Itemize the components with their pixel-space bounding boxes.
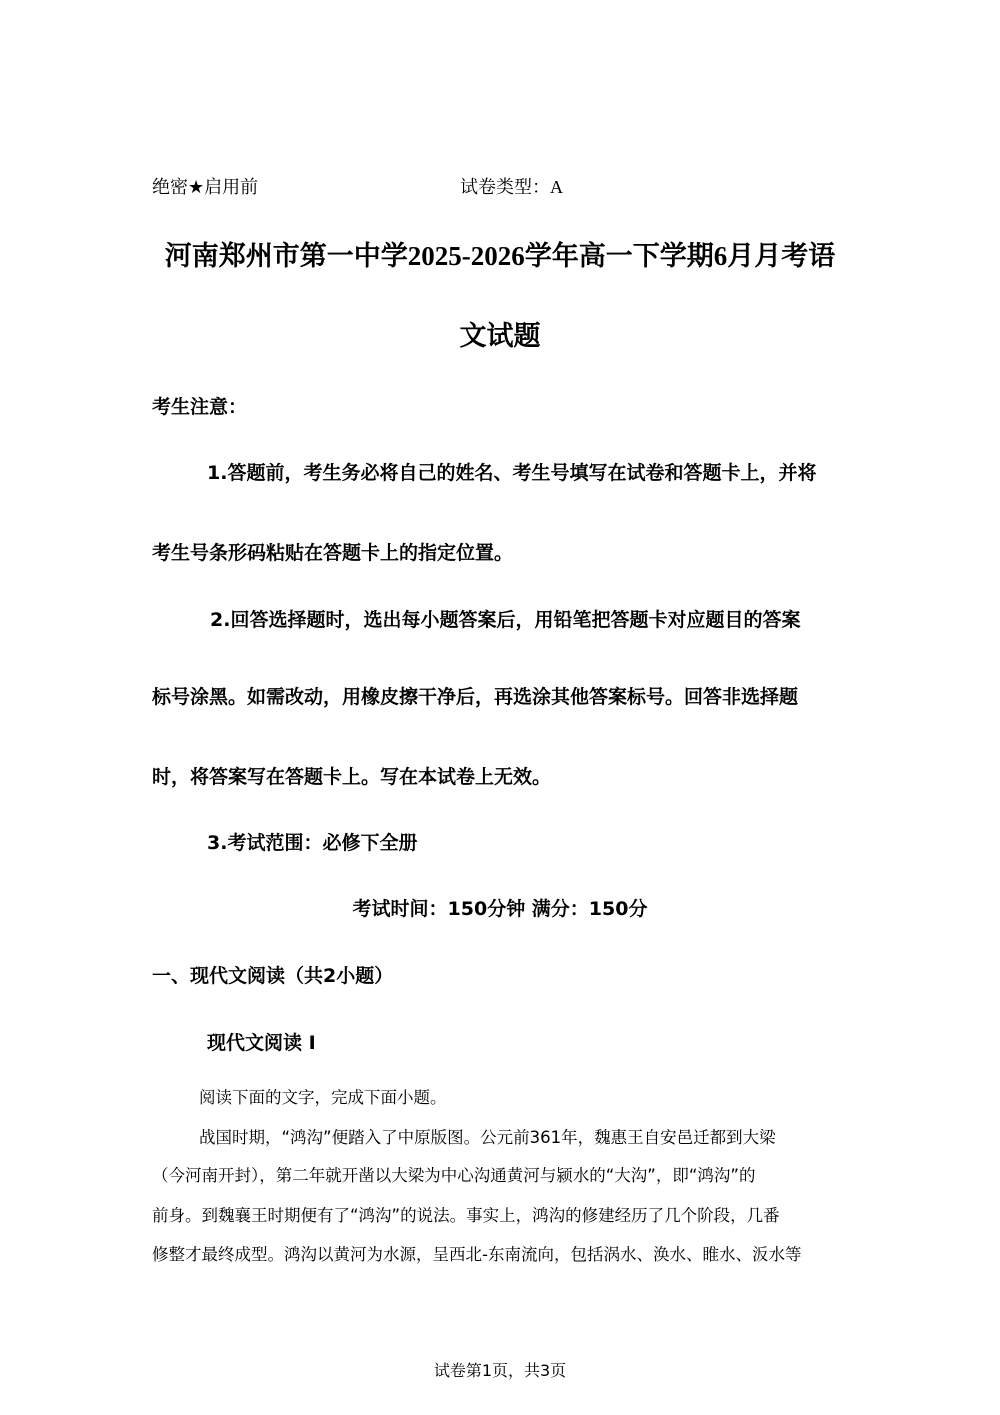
- page-title-line-1: 河南郑州市第一中学2025-2026学年高一下学期6月月考语: [164, 241, 836, 271]
- exam-time-score: 考试时间：150分钟 满分：150分: [352, 898, 648, 920]
- notice-item-3: 3.考试范围：必修下全册: [207, 832, 418, 854]
- reading-subheading: 现代文阅读 I: [207, 1032, 316, 1054]
- notice-item-1-line-2: 考生号条形码粘贴在答题卡上的指定位置。: [152, 542, 514, 564]
- notice-item-1-line-1: 1.答题前，考生务必将自己的姓名、考生号填写在试卷和答题卡上，并将: [207, 462, 817, 484]
- passage-line-4: 修整才最终成型。鸿沟以黄河为水源，呈西北-东南流向，包括涡水、涣水、睢水、汳水等: [152, 1245, 802, 1264]
- page-title-line-2: 文试题: [459, 321, 541, 351]
- passage-line-3: 前身。到魏襄王时期便有了“鸿沟”的说法。事实上，鸿沟的修建经历了几个阶段，几番: [152, 1206, 780, 1225]
- page-footer: 试卷第1页，共3页: [433, 1361, 567, 1380]
- secret-label: 绝密★启用前: [152, 177, 259, 198]
- passage-line-1: 战国时期，“鸿沟”便踏入了中原版图。公元前361年，魏惠王自安邑迁都到大梁: [199, 1128, 776, 1147]
- reading-instruction: 阅读下面的文字，完成下面小题。: [199, 1088, 447, 1107]
- paper-type-label: 试卷类型：: [460, 177, 550, 198]
- paper-type-value: A: [550, 177, 563, 197]
- notice-item-2-line-1: 2.回答选择题时，选出每小题答案后，用铅笔把答题卡对应题目的答案: [210, 609, 801, 631]
- notice-heading: 考生注意：: [152, 396, 248, 418]
- paper-type: [460, 173, 563, 199]
- notice-item-2-line-2: 标号涂黑。如需改动，用橡皮擦干净后，再选涂其他答案标号。回答非选择题: [152, 686, 799, 708]
- passage-line-2: （今河南开封），第二年就开凿以大梁为中心沟通黄河与颍水的“大沟”，即“鸿沟”的: [152, 1166, 756, 1185]
- section-heading: 一、现代文阅读（共2小题）: [152, 965, 394, 987]
- notice-item-2-line-3: 时，将答案写在答题卡上。写在本试卷上无效。: [152, 766, 552, 788]
